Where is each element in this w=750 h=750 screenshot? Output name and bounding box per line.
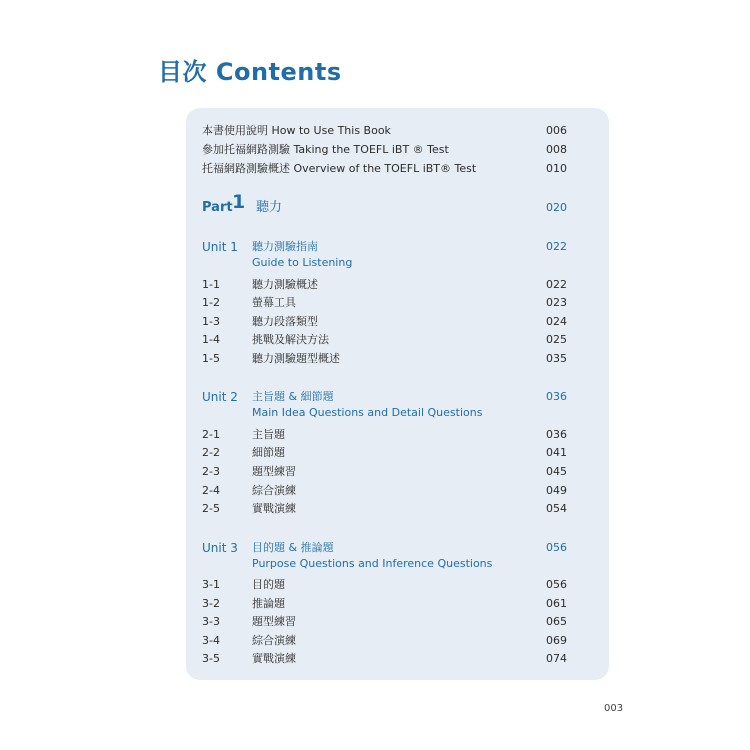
toc-entry-page: 010 [546,162,567,175]
toc-entry-page: 006 [546,124,567,137]
item-name: 細節題 [252,446,285,459]
part-number: 1 [232,191,246,213]
unit-page: 022 [546,240,567,253]
unit-subtitle: Purpose Questions and Inference Questions [252,557,493,570]
item-name: 主旨題 [252,428,285,441]
item-name: 實戰演練 [252,502,296,515]
unit-label: Unit 2 [202,390,238,404]
item-name: 綜合演練 [252,484,296,497]
toc-entry-title: 參加托福網路測驗 Taking the TOEFL iBT ® Test [202,143,449,156]
item-code: 2-3 [202,465,220,478]
item-name: 推論題 [252,597,285,610]
item-name: 題型練習 [252,465,296,478]
toc-entry-title: 托福網路測驗概述 Overview of the TOEFL iBT® Test [202,162,477,175]
part-title: 聽力 [256,200,283,215]
item-page: 041 [546,446,567,459]
unit-title: 目的題 & 推論題 [252,541,334,554]
item-page: 074 [546,652,567,665]
item-page: 025 [546,333,567,346]
item-name: 綜合演練 [252,634,296,647]
toc-entry-title: 本書使用說明 How to Use This Book [202,124,391,137]
item-code: 3-2 [202,597,220,610]
item-page: 024 [546,315,567,328]
item-name: 聽力測驗概述 [252,278,318,291]
unit-subtitle: Main Idea Questions and Detail Questions [252,406,483,419]
item-code: 2-1 [202,428,220,441]
item-code: 3-1 [202,578,220,591]
item-page: 065 [546,615,567,628]
item-page: 054 [546,502,567,515]
toc-unit-3[interactable] [202,541,567,571]
unit-title: 主旨題 & 細節題 [252,390,334,403]
item-page: 069 [546,634,567,647]
item-name: 實戰演練 [252,652,296,665]
item-page: 036 [546,428,567,441]
item-name: 題型練習 [252,615,296,628]
unit-subtitle: Guide to Listening [252,256,353,269]
item-code: 1-1 [202,278,220,291]
page-number: 003 [604,703,624,714]
toc-entry-page: 008 [546,143,567,156]
item-code: 1-5 [202,352,220,365]
item-code: 2-4 [202,484,220,497]
item-code: 1-4 [202,333,220,346]
part-page: 020 [546,201,567,214]
unit-page: 056 [546,541,567,554]
item-code: 2-5 [202,502,220,515]
item-page: 023 [546,296,567,309]
item-name: 挑戰及解決方法 [252,333,329,346]
item-name: 聽力段落類型 [252,315,318,328]
toc-unit-2[interactable] [202,390,567,420]
unit-label: Unit 1 [202,240,238,254]
unit-page: 036 [546,390,567,403]
toc-part-1[interactable] [202,191,567,219]
item-page: 049 [546,484,567,497]
item-code: 1-2 [202,296,220,309]
item-name: 螢幕工具 [252,296,296,309]
item-page: 056 [546,578,567,591]
item-page: 022 [546,278,567,291]
item-page: 061 [546,597,567,610]
item-code: 3-3 [202,615,220,628]
page-title: 目次 Contents [158,58,342,86]
item-code: 3-5 [202,652,220,665]
unit-title: 聽力測驗指南 [252,240,318,253]
item-name: 目的題 [252,578,285,591]
item-page: 035 [546,352,567,365]
item-code: 2-2 [202,446,220,459]
item-code: 1-3 [202,315,220,328]
toc-unit-1[interactable] [202,240,567,270]
unit-label: Unit 3 [202,541,238,555]
item-page: 045 [546,465,567,478]
item-name: 聽力測驗題型概述 [252,352,340,365]
part-label: Part [202,200,233,215]
item-code: 3-4 [202,634,220,647]
